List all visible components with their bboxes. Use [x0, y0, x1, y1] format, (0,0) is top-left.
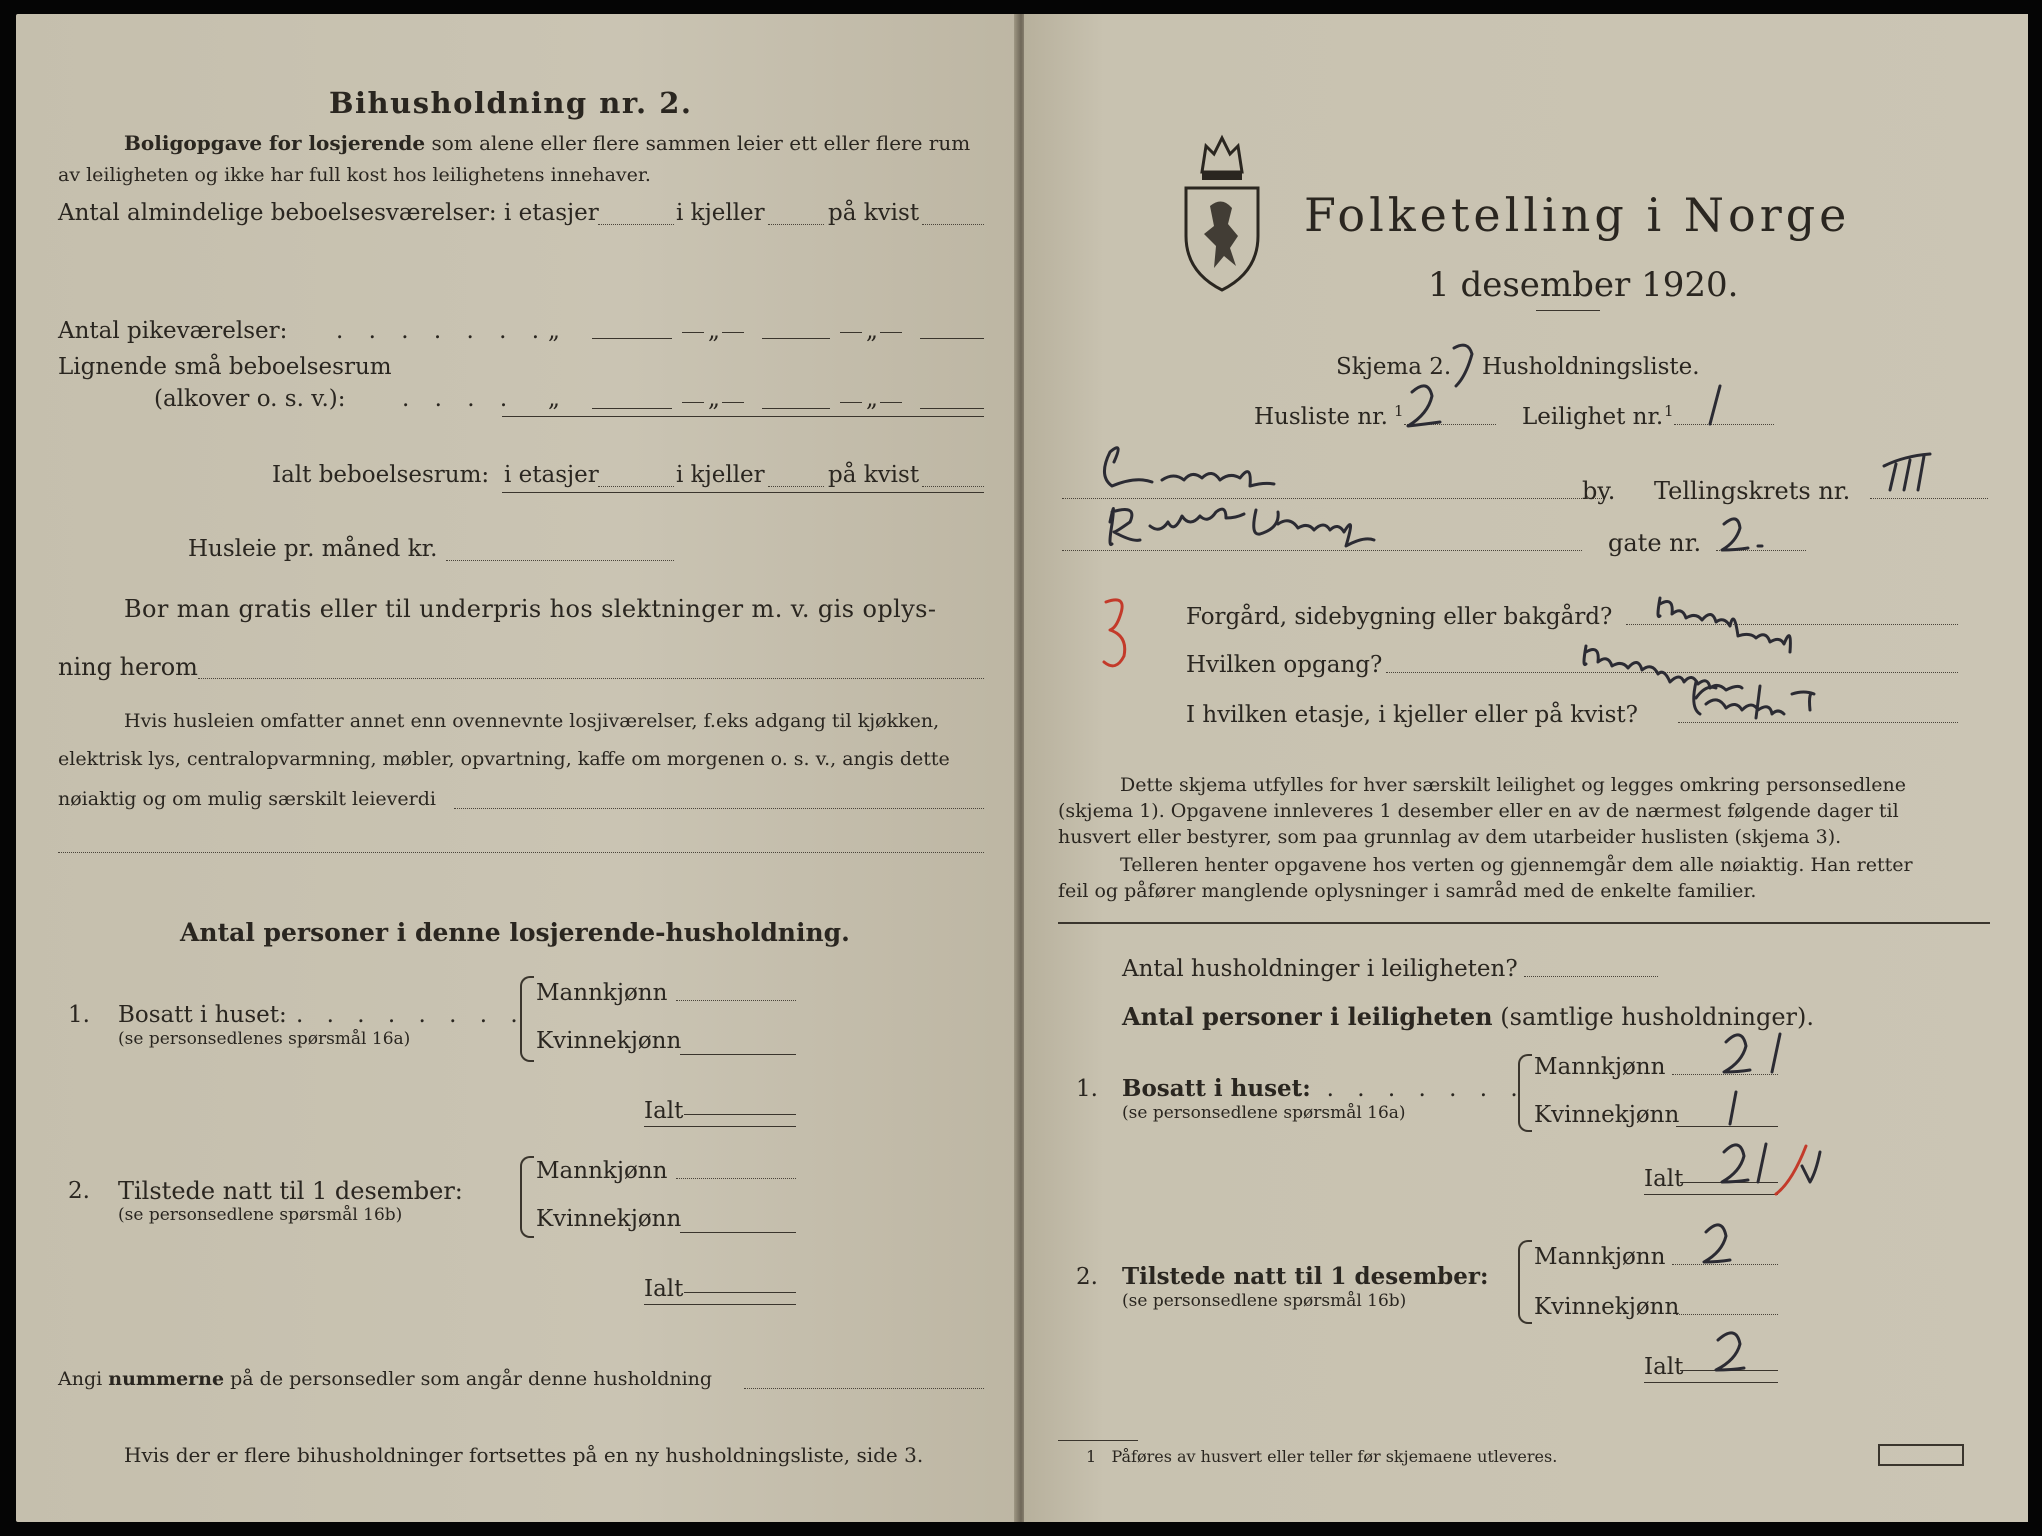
left-q2-kvinne-field[interactable] [680, 1232, 796, 1233]
left-q2-brace [520, 1156, 534, 1238]
angi-field[interactable] [744, 1388, 984, 1389]
left-q1-kvinne: Kvinnekjønn [536, 1028, 682, 1054]
red-pencil-layer [1024, 14, 2028, 1522]
right-q2-num: 2. [1076, 1264, 1098, 1290]
left-q1-ialt: Ialt [644, 1098, 684, 1124]
left-q2-ialt-underline [644, 1304, 796, 1305]
left-q2-num: 2. [68, 1178, 90, 1204]
left-q1-ialt-field[interactable] [684, 1114, 796, 1115]
pike-ditto-3: „ [866, 318, 878, 344]
etasje-label: I hvilken etasje, i kjeller eller på kvist? [1186, 702, 1638, 728]
left-page-title: Bihusholdning nr. 2. [329, 86, 693, 120]
left-q1-ialt-underline [644, 1126, 796, 1127]
lignende-ditto: „ [548, 386, 560, 412]
right-persons-rest: (samtlige husholdninger). [1500, 1003, 1815, 1031]
ialt-kvist-field[interactable] [922, 486, 984, 487]
skjema-type: Husholdningsliste. [1482, 354, 1700, 380]
right-q2-sub: (se personsedlene spørsmål 16b) [1122, 1291, 1407, 1311]
husliste-footnote-mark: 1 [1394, 402, 1404, 420]
angi-a: Angi [58, 1368, 103, 1390]
rooms-etasjer-field[interactable] [598, 224, 674, 225]
left-q1-mann-field[interactable] [676, 1000, 796, 1001]
angi-line [58, 1368, 712, 1390]
info-line-4: Telleren henter opgavene hos verten og gjennemgår dem alle nøiaktig. Han retter [1120, 854, 1913, 876]
pike-dash-4 [880, 332, 902, 333]
intro-rest: som alene eller flere sammen leier ett eller flere rum [431, 131, 971, 155]
left-q1-label: Bosatt i huset: [118, 1002, 287, 1028]
left-footer: Hvis der er flere bihusholdninger fortsettes på en ny husholdningsliste, side 3. [124, 1443, 924, 1467]
lignende-etasjer-field[interactable] [592, 408, 672, 409]
lignende-dash-4 [880, 402, 902, 403]
opgang-label: Hvilken opgang? [1186, 652, 1383, 678]
right-persons-bold: Antal personer i leiligheten [1122, 1002, 1493, 1031]
right-q1-leader: . . . . . . . . [1296, 1076, 1526, 1102]
left-q1-leader: . . . . . . . . [296, 1002, 526, 1028]
lignende-kvist-field[interactable] [920, 408, 984, 409]
right-q1-ialt: Ialt [1644, 1166, 1684, 1192]
leilighet-footnote-mark: 1 [1664, 402, 1674, 420]
left-q1-mann: Mannkjønn [536, 980, 668, 1006]
intro-line-1 [124, 130, 970, 156]
by-label: by. [1582, 477, 1616, 505]
rooms-kjeller: i kjeller [676, 200, 765, 226]
lignende-underline [502, 416, 984, 417]
leilighet-label: Leilighet nr. [1522, 404, 1664, 430]
intro-bold: Boligopgave for losjerende [124, 131, 426, 155]
left-q2-ialt: Ialt [644, 1276, 684, 1302]
ialt-underline [502, 492, 984, 493]
ialt-kjeller: i kjeller [676, 462, 765, 488]
hvis-field[interactable] [454, 808, 984, 809]
ialt-rooms-label: Ialt beboelsesrum: [272, 462, 490, 488]
right-q1-sub: (se personsedlene spørsmål 16a) [1122, 1103, 1406, 1123]
left-q2-ialt-field[interactable] [684, 1292, 796, 1293]
hvis-line-1: Hvis husleien omfatter annet enn ovennevnte losjiværelser, f.eks adgang til kjøkken, [124, 710, 940, 732]
hvis-field-2[interactable] [58, 852, 984, 853]
hvis-line-3: nøiaktig og om mulig særskilt leieverdi [58, 788, 436, 810]
right-page [1024, 14, 2028, 1522]
gate-label: gate nr. [1608, 529, 1702, 557]
footnote-body: Påføres av husvert eller teller før skjemaene utleveres. [1111, 1447, 1558, 1466]
left-q2-mann: Mannkjønn [536, 1158, 668, 1184]
lignende-label-1: Lignende små beboelsesrum [58, 354, 392, 380]
pike-etasjer-field[interactable] [592, 338, 672, 339]
right-q1-mann: Mannkjønn [1534, 1054, 1666, 1080]
pike-dash-1 [682, 332, 704, 333]
husliste-label: Husliste nr. [1254, 404, 1388, 430]
right-q2-kvinne: Kvinnekjønn [1534, 1294, 1680, 1320]
right-q1-label: Bosatt i huset: [1122, 1075, 1311, 1102]
pike-kvist-field[interactable] [920, 338, 984, 339]
pike-ditto-2: „ [708, 318, 720, 344]
lignende-kjeller-field[interactable] [762, 408, 830, 409]
pike-kjeller-field[interactable] [762, 338, 830, 339]
lignende-ditto-2: „ [708, 386, 720, 412]
husleie-label: Husleie pr. måned kr. [188, 536, 438, 562]
lignende-label-2: (alkover o. s. v.): [154, 386, 346, 412]
lignende-ditto-3: „ [866, 386, 878, 412]
footnote-mark: 1 [1086, 1447, 1097, 1466]
forgaard-label: Forgård, sidebygning eller bakgård? [1186, 604, 1613, 630]
pike-ditto: „ [548, 318, 560, 344]
ialt-etasjer: i etasjer [504, 462, 599, 488]
ialt-etasjer-field[interactable] [598, 486, 674, 487]
husholdninger-label: Antal husholdninger i leiligheten? [1122, 956, 1518, 982]
rooms-kvist: på kvist [828, 200, 920, 226]
skjema-label: Skjema 2. [1336, 354, 1452, 380]
rooms-label: Antal almindelige beboelsesværelser: [58, 200, 497, 226]
left-q1-brace [520, 976, 534, 1062]
lignende-dash-2 [722, 402, 744, 403]
left-persons-title: Antal personer i denne losjerende-husholdning. [180, 918, 850, 947]
lignende-dash-1 [682, 402, 704, 403]
left-page [16, 14, 1026, 1522]
intro-line-2: av leiligheten og ikke har full kost hos leilighetens innehaver. [58, 164, 651, 186]
right-q2-label: Tilstede natt til 1 desember: [1122, 1263, 1489, 1290]
left-q1-kvinne-field[interactable] [680, 1054, 796, 1055]
left-q2-kvinne: Kvinnekjønn [536, 1206, 682, 1232]
pike-dash-2 [722, 332, 744, 333]
hvis-line-2: elektrisk lys, centralopvarmning, møbler, opvartning, kaffe om morgenen o. s. v., angis dette [58, 748, 950, 770]
left-q2-label: Tilstede natt til 1 desember: [118, 1177, 463, 1205]
right-q2-ialt: Ialt [1644, 1354, 1684, 1380]
ialt-kvist: på kvist [828, 462, 920, 488]
left-q1-sub: (se personsedlenes spørsmål 16a) [118, 1029, 411, 1049]
angi-b: nummerne [108, 1368, 225, 1390]
bor-line-2: ning herom [58, 653, 198, 681]
census-date: 1 desember 1920. [1428, 265, 1739, 305]
bor-line-1: Bor man gratis eller til underpris hos slektninger m. v. gis oplys- [124, 595, 937, 623]
info-line-5: feil og påfører manglende oplysninger i samråd med de enkelte familier. [1058, 880, 1757, 902]
angi-c: på de personsedler som angår denne husholdning [230, 1368, 713, 1390]
info-line-1: Dette skjema utfylles for hver særskilt leilighet og legges omkring personsedlene [1120, 774, 1906, 796]
right-q1-kvinne: Kvinnekjønn [1534, 1102, 1680, 1128]
right-q1-num: 1. [1076, 1076, 1098, 1102]
info-line-3: husvert eller bestyrer, som paa grunnlag av dem utarbeider huslisten (skjema 3). [1058, 826, 1842, 848]
census-title: Folketelling i Norge [1304, 188, 1851, 242]
pike-dash-3 [840, 332, 862, 333]
left-q2-mann-field[interactable] [676, 1178, 796, 1179]
rooms-kvist-field[interactable] [922, 224, 984, 225]
bor-field[interactable] [198, 678, 984, 679]
husleie-field[interactable] [446, 560, 674, 561]
left-q2-sub: (se personsedlene spørsmål 16b) [118, 1205, 403, 1225]
left-q1-num: 1. [68, 1002, 90, 1028]
right-q2-mann: Mannkjønn [1534, 1244, 1666, 1270]
pike-label: Antal pikeværelser: [58, 318, 288, 344]
info-line-2: (skjema 1). Opgavene innleveres 1 desember eller en av de nærmest følgende dager til [1058, 800, 1899, 822]
tellingskrets-label: Tellingskrets nr. [1654, 477, 1851, 505]
lignende-dash-3 [840, 402, 862, 403]
rooms-etasjer: i etasjer [504, 200, 599, 226]
lignende-leader: . . . . [402, 386, 517, 412]
ialt-kjeller-field[interactable] [768, 486, 824, 487]
pike-leader: . . . . . . . [336, 318, 549, 344]
rooms-kjeller-field[interactable] [768, 224, 824, 225]
